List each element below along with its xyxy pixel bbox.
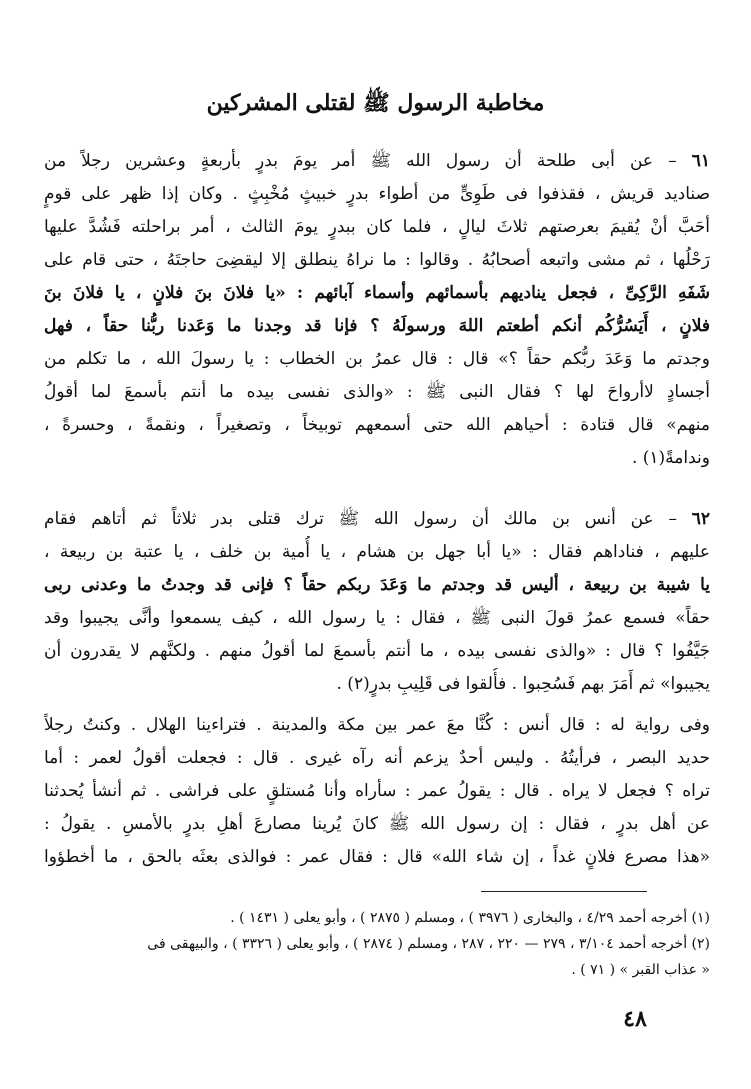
text-line: يا شيبة بن ربيعة ، أليس قد وجدتم ما وَعَدَ ربكم حقاً ؟ فإنى قد وجدتُ ما وعدنى ربى <box>44 575 710 595</box>
footnote: « عذاب القبر » ( ٧١ ) . <box>571 962 710 978</box>
text-line: فلانٍ ، أَيَسُرُّكُم أنكم أطعتم اللهَ ورسولَهُ ؟ فإنا قد وجدنا ما وَعَدنا ربُّنا حقاً ، فهل <box>44 316 710 336</box>
footnote: (١) أخرجه أحمد ٤/٢٩ ، والبخارى ( ٣٩٧٦ ) ، ومسلم ( ٢٨٧٥ ) ، وأبو يعلى ( ١٤٣١ ) . <box>230 910 710 926</box>
page-title: مخاطبة الرسول ﷺ لقتلى المشركين <box>206 90 545 116</box>
text-line: صناديد قريش ، فقذفوا فى طَوِىٍّ من أطواء بدرٍ خبيثٍ مُخْبِثٍ . وكان إذا ظهر على قومٍ <box>44 184 710 204</box>
footnote: (٢) أخرجه أحمد ٣/١٠٤ ، ٢٧٩ — ٢٢٠ ، ٢٨٧ ، ومسلم ( ٢٨٧٤ ) ، وأبو يعلى ( ٣٣٢٦ ) ، والبيهقى فى <box>147 936 710 952</box>
page-number: ٤٨ <box>623 1006 647 1032</box>
text-line: ٦٢ – عن أنس بن مالك أن رسول الله ﷺ ترك قتلى بدر ثلاثاً ثم أتاهم فقام <box>44 509 710 529</box>
text-line: عن أهل بدرٍ ، فقال : إن رسول الله ﷺ كانَ يُرينا مصارعَ أهلِ بدرٍ بالأمسِ . يقولُ : <box>44 814 710 834</box>
text-line: أجسادٍ لاأرواحَ لها ؟ فقال النبى ﷺ : «والذى نفسى بيده ما أنتم بأسمعَ لما أقولُ <box>44 382 710 402</box>
hadith-number: ٦٢ <box>691 509 710 529</box>
text-line: وجدتم ما وَعَدَ ربُّكم حقاً ؟» قال : قال عمرُ بن الخطاب : يا رسولَ الله ، ما تكلم من <box>44 349 710 369</box>
text-line: وندامةً(١) . <box>631 448 710 468</box>
hadith-62-variant <box>44 709 710 874</box>
text-line: ٦١ – عن أبى طلحة أن رسول الله ﷺ أمر يومَ بدرٍ بأربعةٍ وعشرين رجلاً من <box>44 151 710 171</box>
text-line: شَفَهِ الرَّكِىِّ ، فجعل يناديهم بأسمائهم وأسماء آبائهم : «يا فلانَ بنَ فلانٍ ، يا فلانَ بنَ <box>44 283 710 303</box>
text-line: رَحْلُها ، ثم مشى واتبعه أصحابُهُ . وقالوا : ما نراهُ ينطلق إلا ليقضِىَ حاجتَهُ ، حتى قام على <box>44 250 710 270</box>
text-line: عليهم ، فناداهم فقال : «يا أبا جهل بن هشام ، يا أُمية بن خلف ، يا عتبة بن ربيعة ، <box>44 542 710 562</box>
text-line: حقاً» فسمع عمرُ قولَ النبى ﷺ ، فقال : يا رسول الله ، كيف يسمعوا وأنَّى يجيبوا وقد <box>44 608 710 628</box>
text-line: أحَبَّ أنْ يُقيمَ بعرصتهم ثلاثَ ليالٍ ، فلما كان ببدرٍ يومَ الثالث ، أمر براحلته فَشُدَّ عليها <box>44 217 710 237</box>
text-line: حديد البصر ، فرأيتُهُ . وليس أحدٌ يزعم أنه رآه غيرى . قال : فجعلت أقولُ لعمر : أما <box>44 748 710 768</box>
hadith-number: ٦١ <box>691 151 710 171</box>
footnote-divider <box>481 891 647 892</box>
text-line: تراه ؟ فجعل لا يراه . قال : يقولُ عمر : سأراه وأنا مُستلقٍ على فراشى . ثم أنشأ يُحدثنا <box>44 781 710 801</box>
text-line: جَيَّفُوا ؟ قال : «والذى نفسى بيده ، ما أنتم بأسمعَ لما أقولُ منهم . ولكنَّهم لا يقدرون أن <box>44 641 710 661</box>
text-line: منهم» قال قتادة : أحياهم الله حتى أسمعهم توبيخاً ، وتصغيراً ، ونقمةً ، وحسرةً ، <box>44 415 710 435</box>
text-line: «هذا مصرع فلانٍ غداً ، إن شاء الله» قال : فقال عمر : فوالذى بعثَه بالحق ، ما أخطؤوا <box>44 847 710 867</box>
hadith-61 <box>44 145 710 475</box>
text-line: يجيبوا» ثم أَمَرَ بهم فَسُحِبوا . فأُلقوا فى قَلِيبِ بدرٍ(٢) . <box>336 674 710 694</box>
text-line: وفى رواية له : قال أنس : كُنَّا معَ عمر بين مكة والمدينة . فتراءينا الهلال . وكنتُ رجلاً <box>44 715 710 735</box>
hadith-62 <box>44 503 710 701</box>
